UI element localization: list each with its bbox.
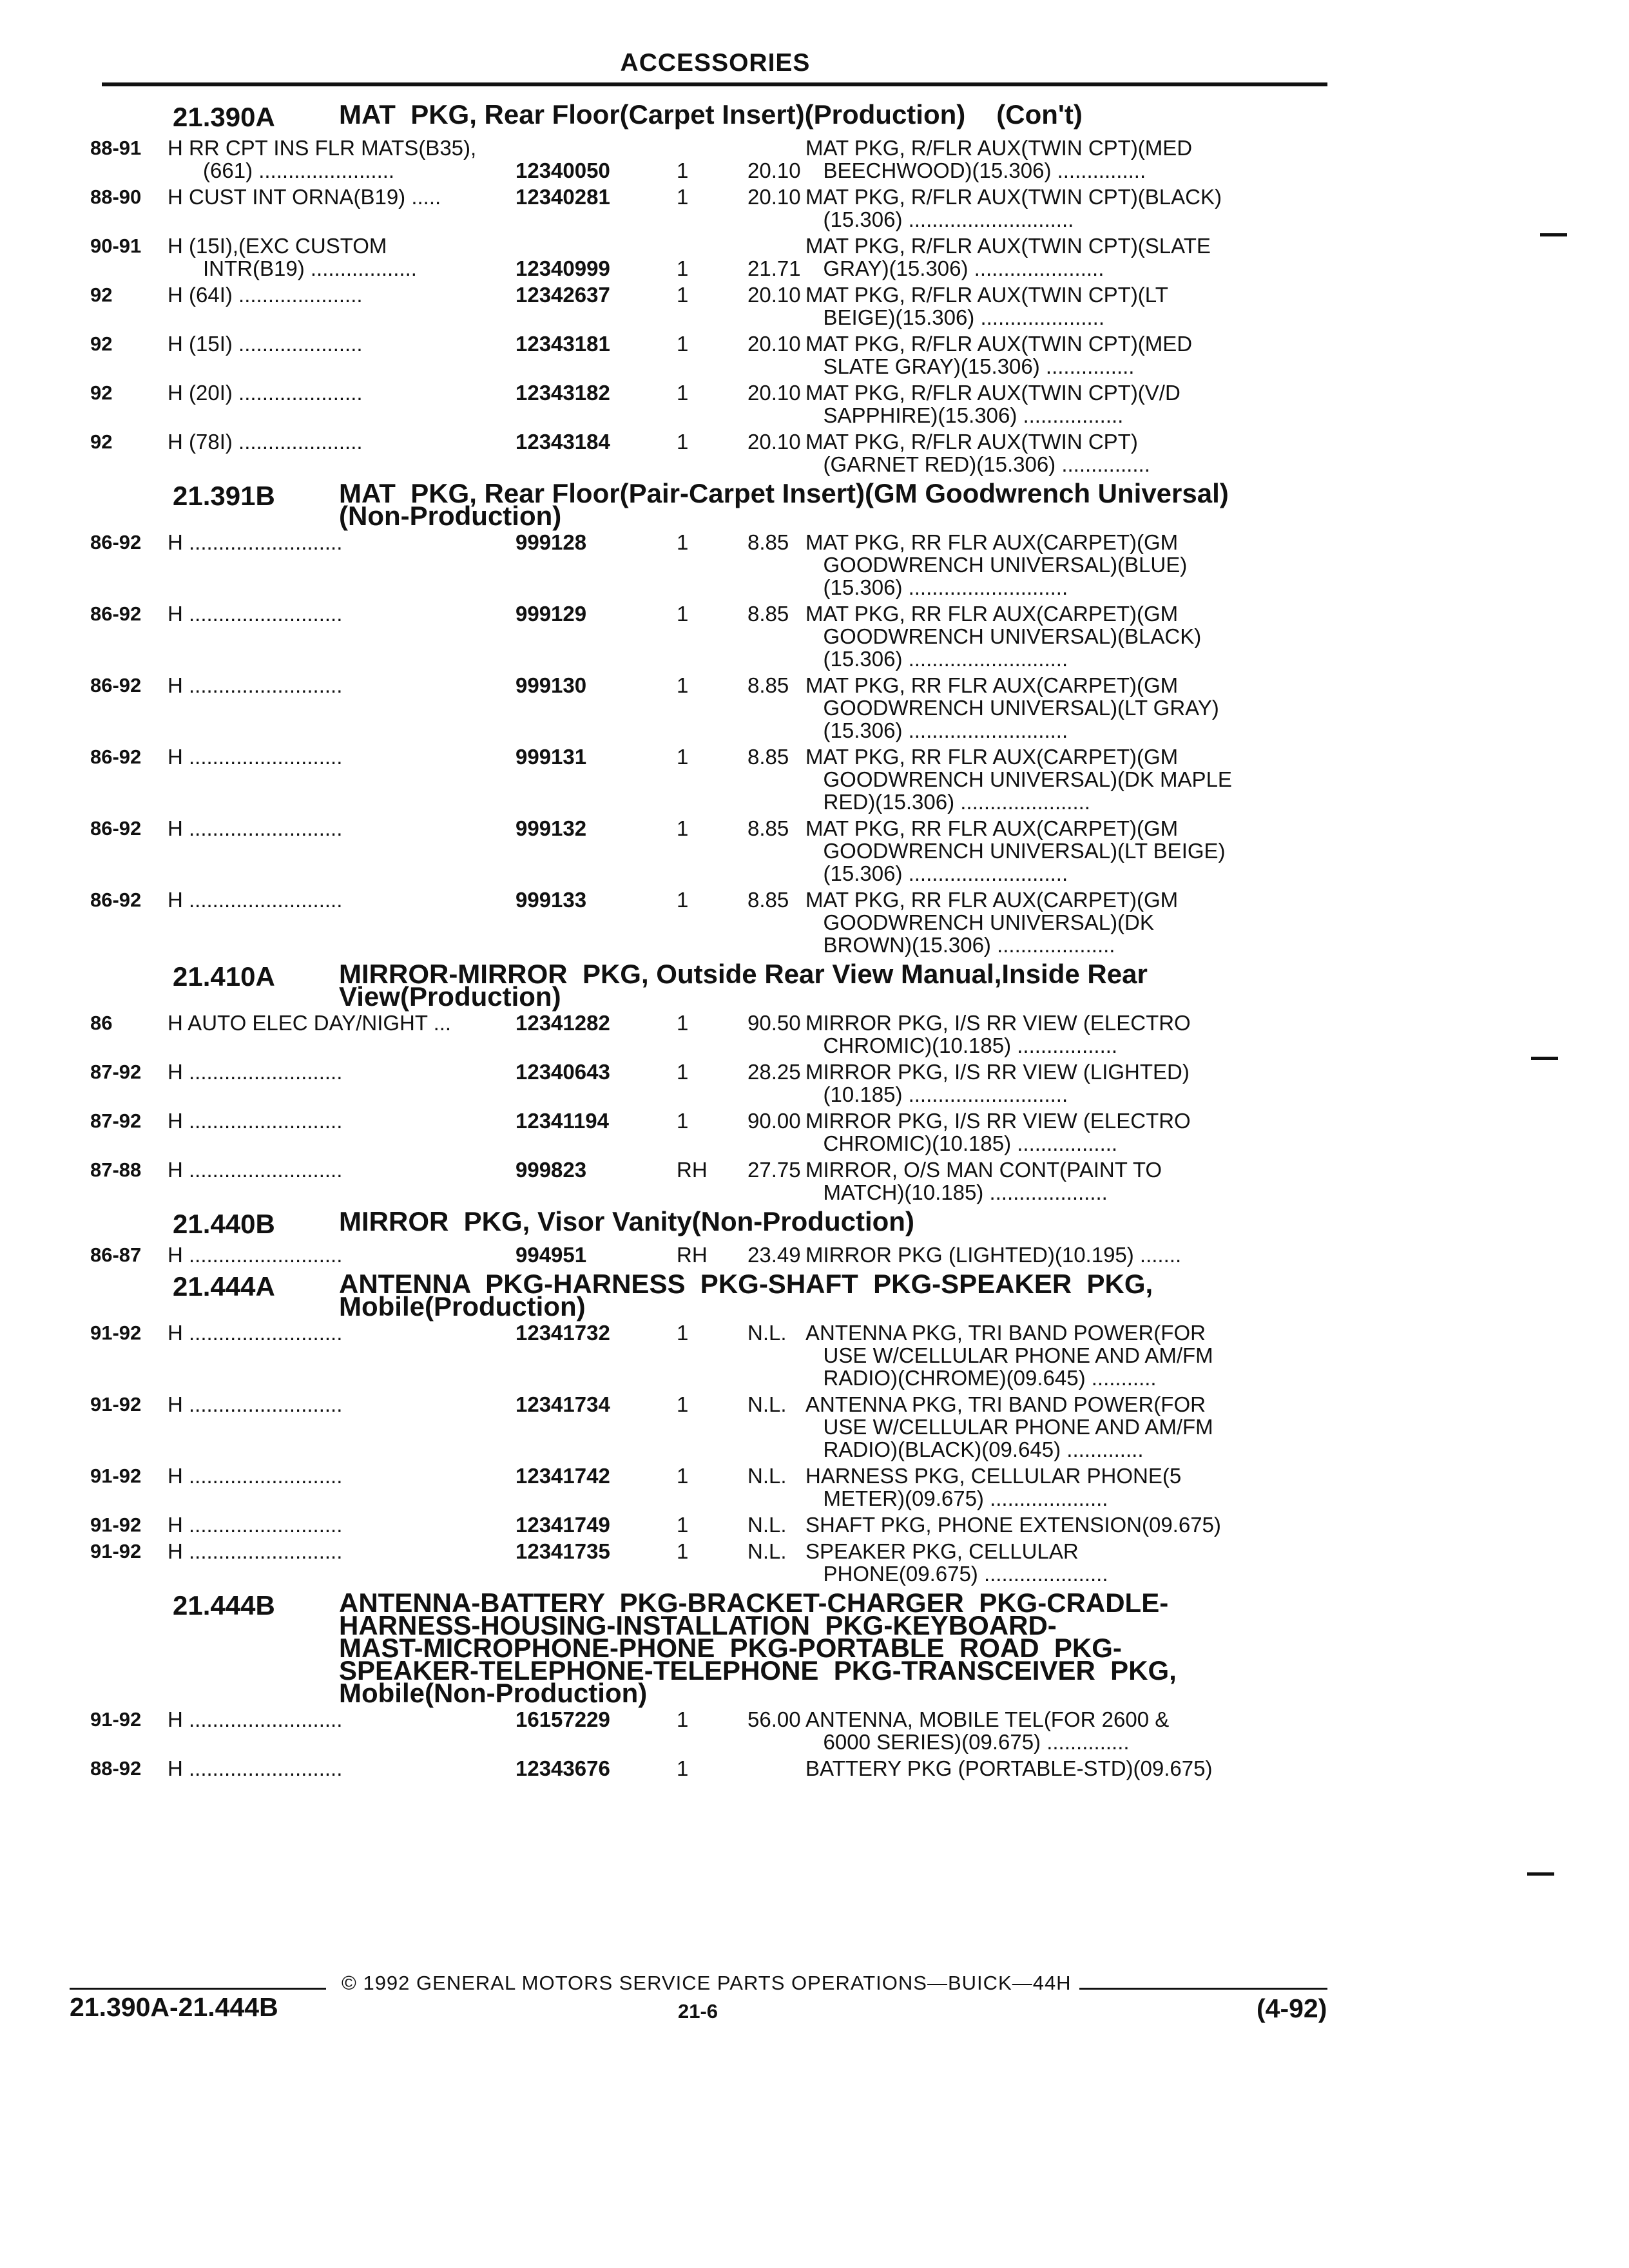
- price: 20.10: [747, 332, 801, 356]
- catalog-row: [90, 1757, 1334, 1780]
- part-name: MAT PKG, R/FLR AUX(TWIN CPT)(BLACK) (15.306) ............................: [805, 185, 1222, 231]
- part-name: MAT PKG, RR FLR AUX(CARPET)(GM GOODWRENCH UNIVERSAL)(DK BROWN)(15.306) ....................: [805, 888, 1179, 957]
- part-name: MAT PKG, R/FLR AUX(TWIN CPT)(LT BEIGE)(15.306) .....................: [805, 283, 1168, 329]
- catalog-row: [90, 745, 1334, 813]
- quantity: 1: [677, 159, 689, 182]
- part-name: MAT PKG, RR FLR AUX(CARPET)(GM GOODWRENCH UNIVERSAL)(BLACK) (15.306) ...........................: [805, 602, 1202, 671]
- part-number: 12341732: [516, 1321, 610, 1345]
- part-name: MIRROR PKG (LIGHTED)(10.195) .......: [805, 1243, 1182, 1267]
- quantity: 1: [677, 888, 689, 912]
- model-years: 87-92: [90, 1061, 142, 1083]
- price: N.L.: [747, 1539, 787, 1563]
- part-name: MAT PKG, R/FLR AUX(TWIN CPT)(V/D SAPPHIRE)(15.306) .................: [805, 381, 1181, 427]
- model-years: 86-92: [90, 674, 142, 697]
- quantity: 1: [677, 185, 689, 209]
- part-number: 12340281: [516, 185, 610, 209]
- edge-mark: [1531, 1057, 1558, 1060]
- part-name: BATTERY PKG (PORTABLE-STD)(09.675): [805, 1756, 1213, 1780]
- model-years: 92: [90, 332, 113, 355]
- part-number: 12343184: [516, 430, 610, 454]
- section-header: [90, 1206, 1334, 1240]
- model-years: 88-90: [90, 186, 142, 208]
- part-number: 999131: [516, 745, 587, 769]
- model-years: 90-91: [90, 235, 142, 257]
- price: 28.25: [747, 1060, 801, 1084]
- part-name: MAT PKG, RR FLR AUX(CARPET)(GM GOODWRENCH UNIVERSAL)(LT BEIGE) (15.306) ...........................: [805, 816, 1226, 885]
- part-name: MAT PKG, R/FLR AUX(TWIN CPT)(SLATE GRAY)(15.306) ......................: [805, 234, 1211, 280]
- price: 21.71: [747, 256, 801, 280]
- part-number: 12341734: [516, 1392, 610, 1416]
- usage-description: H (78I) .....................: [168, 430, 363, 454]
- model-years: 86-92: [90, 745, 142, 768]
- part-name: SPEAKER PKG, CELLULAR PHONE(09.675) .....................: [805, 1539, 1108, 1586]
- section-header: [90, 1269, 1334, 1321]
- model-years: 91-92: [90, 1708, 142, 1731]
- part-number: 16157229: [516, 1707, 610, 1731]
- quantity: 1: [677, 1060, 689, 1084]
- part-name: ANTENNA, MOBILE TEL(FOR 2600 & 6000 SERIES)(09.675) ..............: [805, 1707, 1170, 1754]
- catalog-row: [90, 235, 1334, 280]
- price: 20.10: [747, 381, 801, 405]
- quantity: 1: [677, 530, 689, 554]
- section-code: 21.444A: [173, 1271, 275, 1302]
- usage-description: H (15I) .....................: [168, 332, 363, 356]
- model-years: 86-92: [90, 531, 142, 553]
- section-continued: (Con't): [996, 99, 1083, 130]
- catalog-row: [90, 889, 1334, 956]
- quantity: RH: [677, 1158, 708, 1182]
- part-number: 12343182: [516, 381, 610, 405]
- usage-description: H ..........................: [168, 673, 343, 697]
- model-years: 87-88: [90, 1158, 142, 1181]
- catalog-row: [90, 1321, 1334, 1389]
- part-number: 12341749: [516, 1513, 610, 1537]
- price: 90.50: [747, 1011, 801, 1035]
- usage-description: H (64I) .....................: [168, 283, 363, 307]
- price: 27.75: [747, 1158, 801, 1182]
- part-number: 12343676: [516, 1756, 610, 1780]
- catalog-row: [90, 137, 1334, 182]
- quantity: RH: [677, 1243, 708, 1267]
- part-number: 12341194: [516, 1109, 610, 1133]
- quantity: 1: [677, 745, 689, 769]
- model-years: 86: [90, 1012, 113, 1034]
- usage-description: H (15I),(EXC CUSTOM INTR(B19) ..................: [168, 234, 417, 280]
- part-number: 999129: [516, 602, 587, 626]
- catalog-row: [90, 1514, 1334, 1536]
- price: 8.85: [747, 673, 789, 697]
- quantity: 1: [677, 283, 689, 307]
- part-number: 999130: [516, 673, 587, 697]
- quantity: 1: [677, 1109, 689, 1133]
- model-years: 86-92: [90, 602, 142, 625]
- usage-description: H ..........................: [168, 1158, 343, 1182]
- price: 20.10: [747, 185, 801, 209]
- part-number: 999133: [516, 888, 587, 912]
- model-years: 86-87: [90, 1244, 142, 1266]
- quantity: 1: [677, 1011, 689, 1035]
- model-years: 92: [90, 284, 113, 306]
- section-header: [90, 478, 1334, 531]
- usage-description: H ..........................: [168, 1707, 343, 1731]
- part-name: MAT PKG, RR FLR AUX(CARPET)(GM GOODWRENCH UNIVERSAL)(DK MAPLE RED)(15.306) ......................: [805, 745, 1232, 814]
- section-title-text: MIRROR-MIRROR PKG, Outside Rear View Manual,Inside Rear View(Production): [339, 959, 1148, 1012]
- footer-section-range: 21.390A-21.444B: [70, 1992, 278, 2022]
- catalog-row: [90, 1465, 1334, 1510]
- edge-mark: [1527, 1872, 1554, 1876]
- catalog-row: [90, 1244, 1334, 1266]
- footer-copyright: © 1992 GENERAL MOTORS SERVICE PARTS OPERATIONS—BUICK—44H: [342, 1972, 1072, 1994]
- part-name: MAT PKG, R/FLR AUX(TWIN CPT)(MED SLATE GRAY)(15.306) ...............: [805, 332, 1193, 378]
- catalog-row: [90, 381, 1334, 427]
- usage-description: H ..........................: [168, 816, 343, 840]
- section-code: 21.410A: [173, 961, 275, 992]
- part-number: 999823: [516, 1158, 587, 1182]
- quantity: 1: [677, 1321, 689, 1345]
- quantity: 1: [677, 381, 689, 405]
- section-code: 21.390A: [173, 102, 275, 132]
- catalog-row: [90, 1012, 1334, 1057]
- model-years: 88-92: [90, 1757, 142, 1780]
- catalog-row: [90, 1110, 1334, 1155]
- usage-description: H ..........................: [168, 1513, 343, 1537]
- quantity: 1: [677, 1707, 689, 1731]
- price: 8.85: [747, 745, 789, 769]
- price: 20.10: [747, 159, 801, 182]
- catalog-row: [90, 1540, 1334, 1585]
- part-number: 12340050: [516, 159, 610, 182]
- footer-rule-right: [1079, 1988, 1327, 1990]
- usage-description: H RR CPT INS FLR MATS(B35), (661) .......................: [168, 136, 477, 182]
- section-title-text: MAT PKG, Rear Floor(Carpet Insert)(Production): [339, 99, 966, 130]
- catalog-row: [90, 1708, 1334, 1753]
- quantity: 1: [677, 256, 689, 280]
- quantity: 1: [677, 430, 689, 454]
- section-title-text: ANTENNA PKG-HARNESS PKG-SHAFT PKG-SPEAKER PKG, Mobile(Production): [339, 1269, 1153, 1321]
- usage-description: H CUST INT ORNA(B19) .....: [168, 185, 441, 209]
- section-code: 21.444B: [173, 1590, 275, 1620]
- catalog-row: [90, 531, 1334, 599]
- part-name: MIRROR PKG, I/S RR VIEW (LIGHTED) (10.185) ...........................: [805, 1060, 1190, 1106]
- usage-description: H ..........................: [168, 1464, 343, 1488]
- section-title: [339, 478, 1229, 531]
- part-number: 999132: [516, 816, 587, 840]
- part-number: 12341742: [516, 1464, 610, 1488]
- model-years: 92: [90, 430, 113, 453]
- quantity: 1: [677, 816, 689, 840]
- model-years: 91-92: [90, 1321, 142, 1344]
- section-title-text: MAT PKG, Rear Floor(Pair-Carpet Insert)(GM Goodwrench Universal) (Non-Production): [339, 478, 1229, 531]
- quantity: 1: [677, 1756, 689, 1780]
- section-title-text: MIRROR PKG, Visor Vanity(Non-Production): [339, 1206, 914, 1236]
- part-name: MAT PKG, R/FLR AUX(TWIN CPT)(MED BEECHWOOD)(15.306) ...............: [805, 136, 1193, 182]
- price: N.L.: [747, 1513, 787, 1537]
- catalog-row: [90, 284, 1334, 329]
- footer-date: (4-92): [1257, 1994, 1327, 2023]
- usage-description: H ..........................: [168, 1243, 343, 1267]
- section-title: [339, 1588, 1177, 1708]
- part-number: 999128: [516, 530, 587, 554]
- usage-description: H (20I) .....................: [168, 381, 363, 405]
- part-number: 994951: [516, 1243, 587, 1267]
- model-years: 91-92: [90, 1514, 142, 1536]
- quantity: 1: [677, 1392, 689, 1416]
- part-name: MIRROR PKG, I/S RR VIEW (ELECTRO CHROMIC)(10.185) .................: [805, 1109, 1191, 1155]
- catalog-row: [90, 817, 1334, 885]
- part-number: 12341735: [516, 1539, 610, 1563]
- catalog-row: [90, 1158, 1334, 1204]
- usage-description: H ..........................: [168, 1109, 343, 1133]
- model-years: 91-92: [90, 1540, 142, 1562]
- section-code: 21.391B: [173, 481, 275, 511]
- footer-page-number: 21-6: [678, 2000, 718, 2023]
- part-name: MAT PKG, R/FLR AUX(TWIN CPT) (GARNET RED)(15.306) ...............: [805, 430, 1150, 476]
- section-code: 21.440B: [173, 1209, 275, 1239]
- usage-description: H ..........................: [168, 1060, 343, 1084]
- catalog-row: [90, 430, 1334, 476]
- price: 8.85: [747, 602, 789, 626]
- catalog-row: [90, 602, 1334, 670]
- catalog-row: [90, 1061, 1334, 1106]
- catalog-row: [90, 1393, 1334, 1461]
- catalog-content: [90, 97, 1334, 1783]
- footer-rule-left: [70, 1988, 326, 1990]
- price: N.L.: [747, 1392, 787, 1416]
- model-years: 86-92: [90, 817, 142, 840]
- section-title-text: ANTENNA-BATTERY PKG-BRACKET-CHARGER PKG-CRADLE- HARNESS-HOUSING-INSTALLATION PKG-KEYBOARD- MAST-MICROPHONE-PHONE PKG-PORTABLE ROAD PKG- SPEAKER-TELEPHONE-TELEPHONE PKG-TRANSCEIVER PKG, Mobile(Non-Production): [339, 1588, 1177, 1708]
- quantity: 1: [677, 673, 689, 697]
- price: 90.00: [747, 1109, 801, 1133]
- page-title: ACCESSORIES: [620, 49, 811, 77]
- part-name: SHAFT PKG, PHONE EXTENSION(09.675): [805, 1513, 1221, 1537]
- section-header: [90, 99, 1334, 133]
- price: 8.85: [747, 816, 789, 840]
- catalog-row: [90, 186, 1334, 231]
- quantity: 1: [677, 602, 689, 626]
- section-header: [90, 959, 1334, 1012]
- model-years: 92: [90, 381, 113, 404]
- quantity: 1: [677, 1539, 689, 1563]
- price: 20.10: [747, 430, 801, 454]
- part-number: 12343181: [516, 332, 610, 356]
- part-name: MIRROR, O/S MAN CONT(PAINT TO MATCH)(10.185) ....................: [805, 1158, 1162, 1204]
- model-years: 86-92: [90, 889, 142, 911]
- part-number: 12340999: [516, 256, 610, 280]
- price: N.L.: [747, 1321, 787, 1345]
- part-name: MAT PKG, RR FLR AUX(CARPET)(GM GOODWRENCH UNIVERSAL)(LT GRAY) (15.306) ...........................: [805, 673, 1219, 742]
- usage-description: H ..........................: [168, 530, 343, 554]
- quantity: 1: [677, 332, 689, 356]
- usage-description: H ..........................: [168, 888, 343, 912]
- price: 8.85: [747, 888, 789, 912]
- part-number: 12342637: [516, 283, 610, 307]
- section-title: [339, 1206, 914, 1240]
- usage-description: H ..........................: [168, 1756, 343, 1780]
- section-title: [339, 1269, 1153, 1321]
- catalog-row: [90, 674, 1334, 742]
- part-name: MIRROR PKG, I/S RR VIEW (ELECTRO CHROMIC)(10.185) .................: [805, 1011, 1191, 1057]
- model-years: 88-91: [90, 137, 142, 159]
- part-name: HARNESS PKG, CELLULAR PHONE(5 METER)(09.675) ....................: [805, 1464, 1182, 1510]
- price: 20.10: [747, 283, 801, 307]
- section-title: [339, 99, 1083, 133]
- part-name: ANTENNA PKG, TRI BAND POWER(FOR USE W/CELLULAR PHONE AND AM/FM RADIO)(CHROME)(09.645) ...........: [805, 1321, 1213, 1390]
- usage-description: H ..........................: [168, 602, 343, 626]
- section-header: [90, 1588, 1334, 1708]
- usage-description: H ..........................: [168, 1392, 343, 1416]
- catalog-row: [90, 332, 1334, 378]
- usage-description: H ..........................: [168, 1321, 343, 1345]
- model-years: 91-92: [90, 1393, 142, 1416]
- usage-description: H ..........................: [168, 1539, 343, 1563]
- edge-mark: [1540, 233, 1567, 236]
- price: 8.85: [747, 530, 789, 554]
- price: 23.49: [747, 1243, 801, 1267]
- part-number: 12341282: [516, 1011, 610, 1035]
- usage-description: H AUTO ELEC DAY/NIGHT ...: [168, 1011, 452, 1035]
- usage-description: H ..........................: [168, 745, 343, 769]
- quantity: 1: [677, 1464, 689, 1488]
- header-rule: [102, 82, 1327, 86]
- price: [715, 1757, 805, 1780]
- part-number: 12340643: [516, 1060, 610, 1084]
- part-name: MAT PKG, RR FLR AUX(CARPET)(GM GOODWRENCH UNIVERSAL)(BLUE) (15.306) ...........................: [805, 530, 1188, 599]
- price: N.L.: [747, 1464, 787, 1488]
- model-years: 91-92: [90, 1465, 142, 1487]
- section-title: [339, 959, 1148, 1012]
- price: 56.00: [747, 1707, 801, 1731]
- quantity: 1: [677, 1513, 689, 1537]
- model-years: 87-92: [90, 1110, 142, 1132]
- part-name: ANTENNA PKG, TRI BAND POWER(FOR USE W/CELLULAR PHONE AND AM/FM RADIO)(BLACK)(09.645) .............: [805, 1392, 1213, 1461]
